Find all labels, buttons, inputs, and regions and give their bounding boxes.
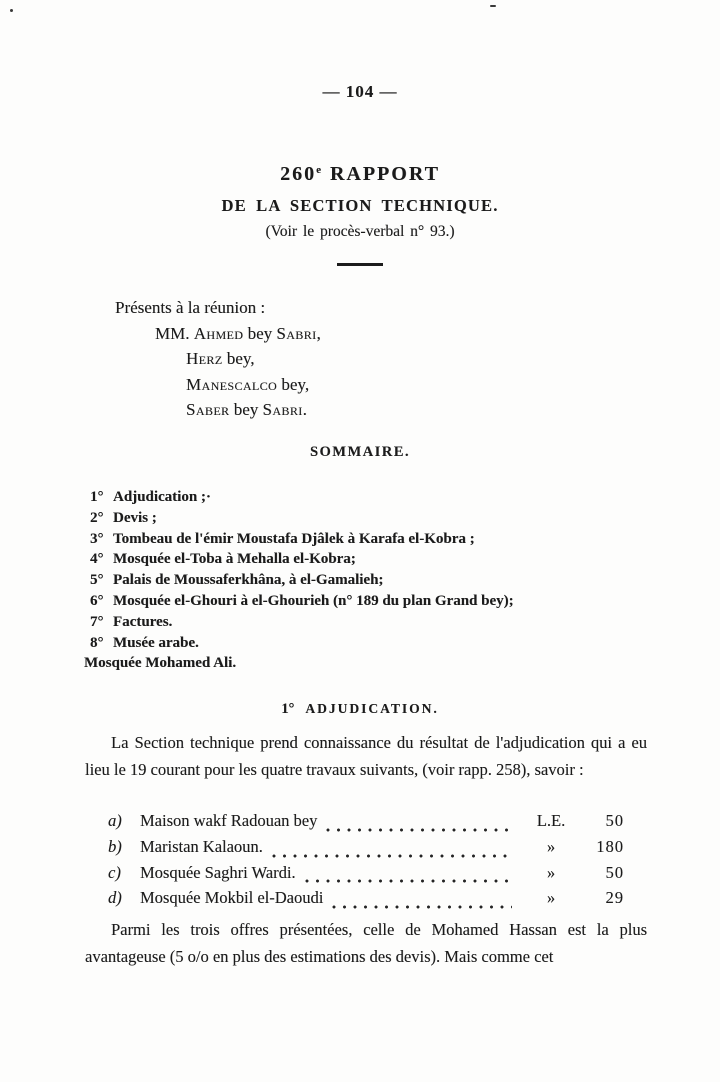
report-number-ordinal: e bbox=[316, 164, 321, 176]
table-row bbox=[108, 811, 624, 837]
row-amount: 50 bbox=[605, 811, 624, 830]
row-label: Mosquée Mokbil el-Daoudi bbox=[140, 888, 324, 908]
sommaire-item bbox=[90, 529, 650, 550]
punctuation: . bbox=[302, 400, 307, 419]
item-number: 3° bbox=[90, 530, 104, 547]
sommaire-item bbox=[90, 633, 650, 654]
report-number: 260 bbox=[280, 163, 317, 185]
punctuation: , bbox=[316, 323, 321, 343]
row-amount: 29 bbox=[605, 888, 624, 908]
attendees-prefix: MM. bbox=[155, 323, 194, 343]
attendees-block bbox=[115, 295, 321, 423]
row-label: Maristan Kalaoun. bbox=[140, 836, 263, 856]
item-number: 7° bbox=[90, 613, 104, 630]
item-text: Mosquée el-Toba à Mehalla el-Kobra; bbox=[113, 551, 356, 568]
attendees-list bbox=[155, 321, 321, 423]
row-letter: b) bbox=[108, 836, 122, 856]
dot-leader bbox=[305, 870, 512, 887]
item-number: 6° bbox=[90, 592, 104, 609]
item-number: 1° bbox=[90, 489, 104, 505]
dot-leader bbox=[326, 819, 512, 836]
report-header bbox=[0, 163, 720, 241]
punctuation: , bbox=[304, 374, 310, 394]
row-label: Mosquée Saghri Wardi. bbox=[140, 862, 296, 882]
row-letter: a) bbox=[108, 811, 122, 830]
sommaire-item bbox=[84, 653, 650, 674]
table-row bbox=[108, 863, 624, 889]
section-heading-adjudication bbox=[0, 701, 720, 718]
sommaire-item bbox=[90, 570, 650, 591]
table-row bbox=[108, 837, 624, 863]
attendee-title: bey bbox=[222, 349, 251, 368]
item-text: Adjudication ;· bbox=[113, 489, 211, 505]
attendee-name: Herz bbox=[186, 349, 223, 368]
attendee-title: bey bbox=[243, 323, 277, 343]
sommaire-heading: SOMMAIRE. bbox=[309, 444, 411, 460]
attendee-row bbox=[155, 346, 321, 372]
item-number: 4° bbox=[90, 551, 104, 568]
attendee-name: Manescalco bbox=[186, 374, 278, 394]
row-currency: L.E. bbox=[536, 811, 566, 830]
attendee-row bbox=[155, 321, 321, 347]
item-text: Musée arabe. bbox=[113, 634, 199, 651]
item-text: Palais de Moussaferkhâna, à el-Gamalieh; bbox=[113, 572, 384, 589]
row-currency: » bbox=[546, 862, 556, 882]
paragraph-adjudication-intro: La Section technique prend connaissance du résultat de l'adjudication qui a eu lieu le 19 courant pour les quatre travaux suivants, (voir rapp. 258), savoir : bbox=[85, 733, 647, 779]
attendee-name: Saber bbox=[186, 400, 230, 419]
report-title-word: RAPPORT bbox=[329, 163, 440, 185]
row-label: Maison wakf Radouan bey bbox=[140, 811, 318, 830]
row-currency: » bbox=[546, 888, 556, 908]
proces-verbal-note: (Voir le procès-verbal n° 93.) bbox=[265, 223, 455, 240]
scan-speck bbox=[490, 5, 496, 7]
sommaire-item bbox=[90, 508, 650, 529]
attendees-intro: Présents à la réunion : bbox=[115, 298, 266, 317]
punctuation: , bbox=[250, 349, 255, 368]
item-number: 8° bbox=[90, 634, 104, 651]
attendee-name: Ahmed bbox=[193, 323, 244, 343]
section-number: 1° bbox=[281, 701, 295, 717]
sommaire-item bbox=[90, 549, 650, 570]
row-letter: c) bbox=[108, 862, 121, 882]
dot-leader bbox=[332, 896, 512, 913]
item-text: Factures. bbox=[113, 613, 173, 630]
paragraph-offers: Parmi les trois offres présentées, celle de Mohamed Hassan est la plus avantageuse (5 o/o en plus des estimations des devis). Mais comme cet bbox=[85, 920, 647, 966]
sommaire-list bbox=[84, 487, 650, 674]
dot-leader bbox=[272, 845, 512, 862]
report-subtitle: DE LA SECTION TECHNIQUE. bbox=[221, 196, 499, 215]
sommaire-item bbox=[90, 591, 650, 612]
row-amount: 50 bbox=[605, 862, 624, 882]
section-title: ADJUDICATION. bbox=[305, 701, 439, 716]
attendee-title: bey bbox=[277, 374, 305, 394]
sommaire-item bbox=[90, 612, 650, 633]
scan-speck bbox=[10, 9, 13, 12]
page-number: — 104 — bbox=[322, 82, 398, 101]
row-currency: » bbox=[546, 836, 556, 856]
title-divider-rule bbox=[337, 263, 383, 266]
item-text: Mosquée Mohamed Ali. bbox=[84, 655, 237, 672]
item-number: 2° bbox=[90, 509, 104, 526]
item-number: 5° bbox=[90, 572, 104, 589]
attendee-name: Sabri bbox=[262, 400, 303, 419]
row-letter: d) bbox=[108, 888, 122, 908]
item-text: Tombeau de l'émir Moustafa Djâlek à Karafa el-Kobra ; bbox=[113, 530, 475, 547]
sommaire-item bbox=[90, 487, 650, 508]
item-text: Devis ; bbox=[113, 509, 157, 526]
attendee-row bbox=[155, 372, 321, 398]
item-text: Mosquée el-Ghouri à el-Ghourieh (n° 189 du plan Grand bey); bbox=[113, 592, 514, 609]
attendee-row bbox=[155, 397, 321, 423]
attendee-name: Sabri bbox=[276, 323, 317, 343]
adjudication-table bbox=[108, 811, 624, 914]
row-amount: 180 bbox=[596, 836, 624, 856]
report-title bbox=[0, 163, 720, 186]
table-row bbox=[108, 888, 624, 914]
attendee-title: bey bbox=[229, 400, 263, 419]
